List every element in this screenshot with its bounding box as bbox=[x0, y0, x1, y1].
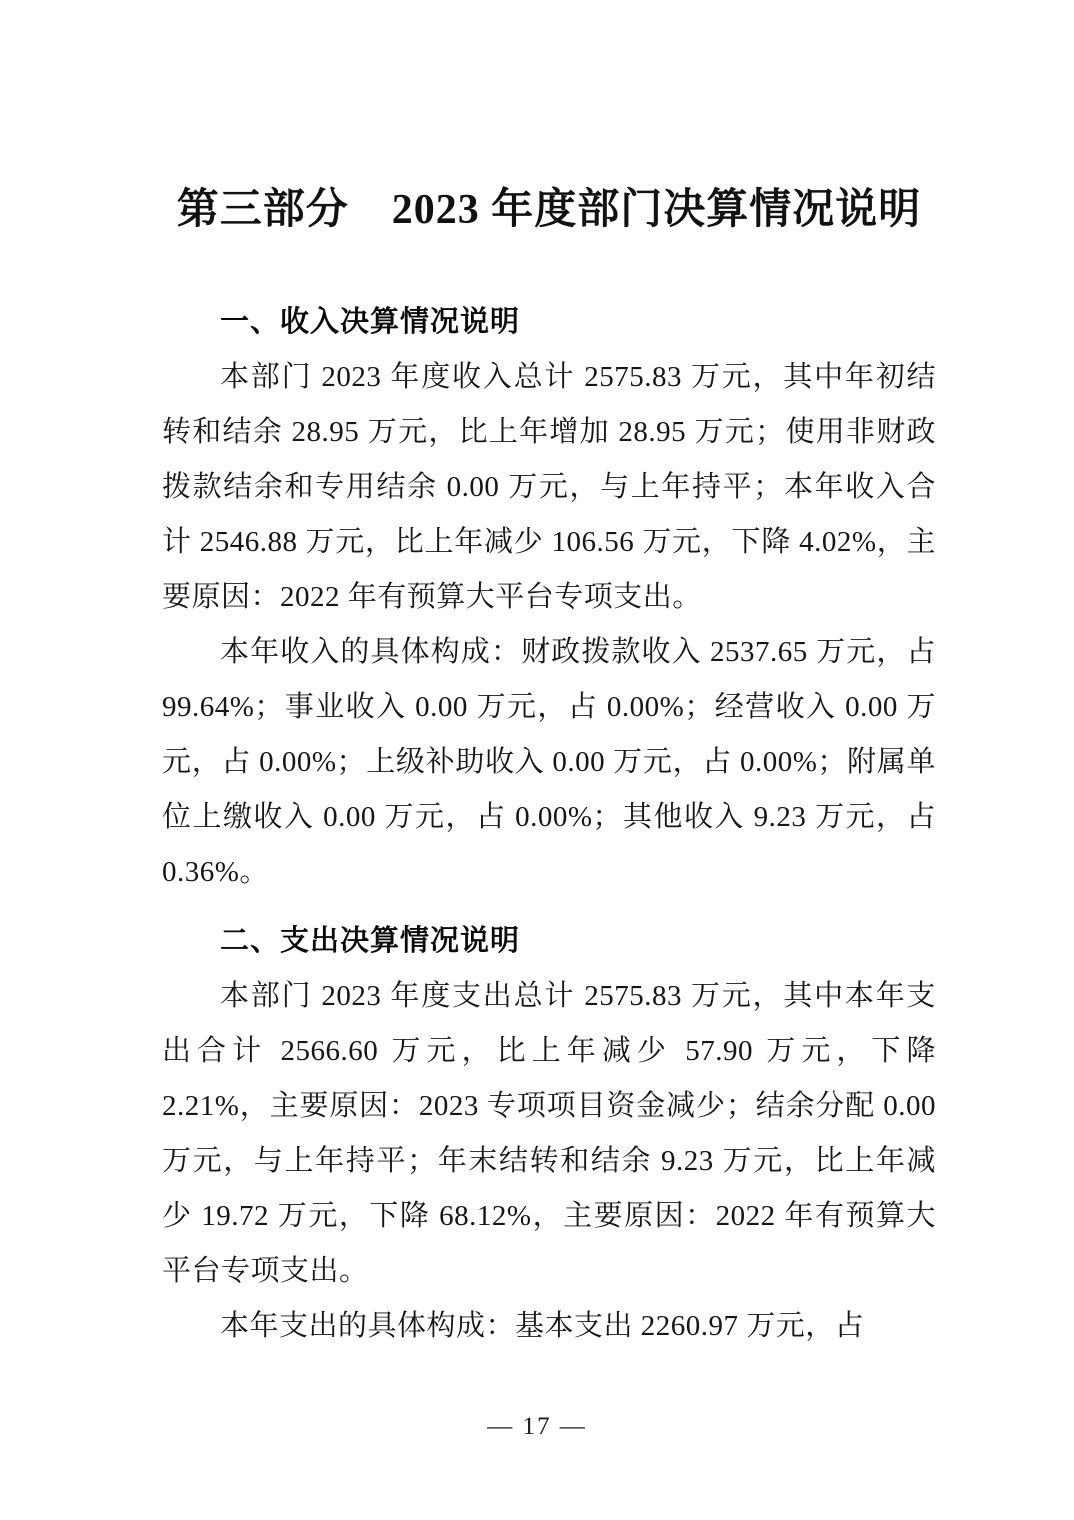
section-expenditure bbox=[162, 914, 936, 1354]
section-heading-expenditure: 二、支出决算情况说明 bbox=[220, 925, 521, 957]
expenditure-composition-paragraph: 本年支出的具体构成：基本支出 2260.97 万元，占 bbox=[220, 1310, 865, 1342]
section-heading-income: 一、收入决算情况说明 bbox=[220, 306, 521, 338]
income-composition-paragraph: 本年收入的具体构成：财政拨款收入 2537.65 万元，占 99.64%；事业收入 0.00 万元，占 0.00%；经营收入 0.00 万元，占 0.00%；上级补助收入 0.00 万元，占 0.00%；附属单位上缴收入 0.00 万元，占 0.00%；其他收入 9.23 万元，占 0.36%。 bbox=[162, 636, 936, 888]
income-summary-paragraph: 本部门 2023 年度收入总计 2575.83 万元，其中年初结转和结余 28.95 万元，比上年增加 28.95 万元；使用非财政拨款结余和专用结余 0.00 万元，与上年持平；本年收入合计 2546.88 万元，比上年减少 106.56 万元，下降 4.02%，主要原因：2022 年有预算大平台专项支出。 bbox=[162, 361, 936, 613]
page-number: — 17 — bbox=[487, 1413, 587, 1440]
expenditure-summary-paragraph: 本部门 2023 年度支出总计 2575.83 万元，其中本年支出合计 2566.60 万元，比上年减少 57.90 万元，下降 2.21%，主要原因：2023 专项项目资金减少；结余分配 0.00 万元，与上年持平；年末结转和结余 9.23 万元，比上年减少 19.72 万元，下降 68.12%，主要原因：2022 年有预算大平台专项支出。 bbox=[162, 980, 936, 1287]
section-income bbox=[162, 295, 936, 900]
page-title: 第三部分 2023 年度部门决算情况说明 bbox=[176, 187, 922, 233]
